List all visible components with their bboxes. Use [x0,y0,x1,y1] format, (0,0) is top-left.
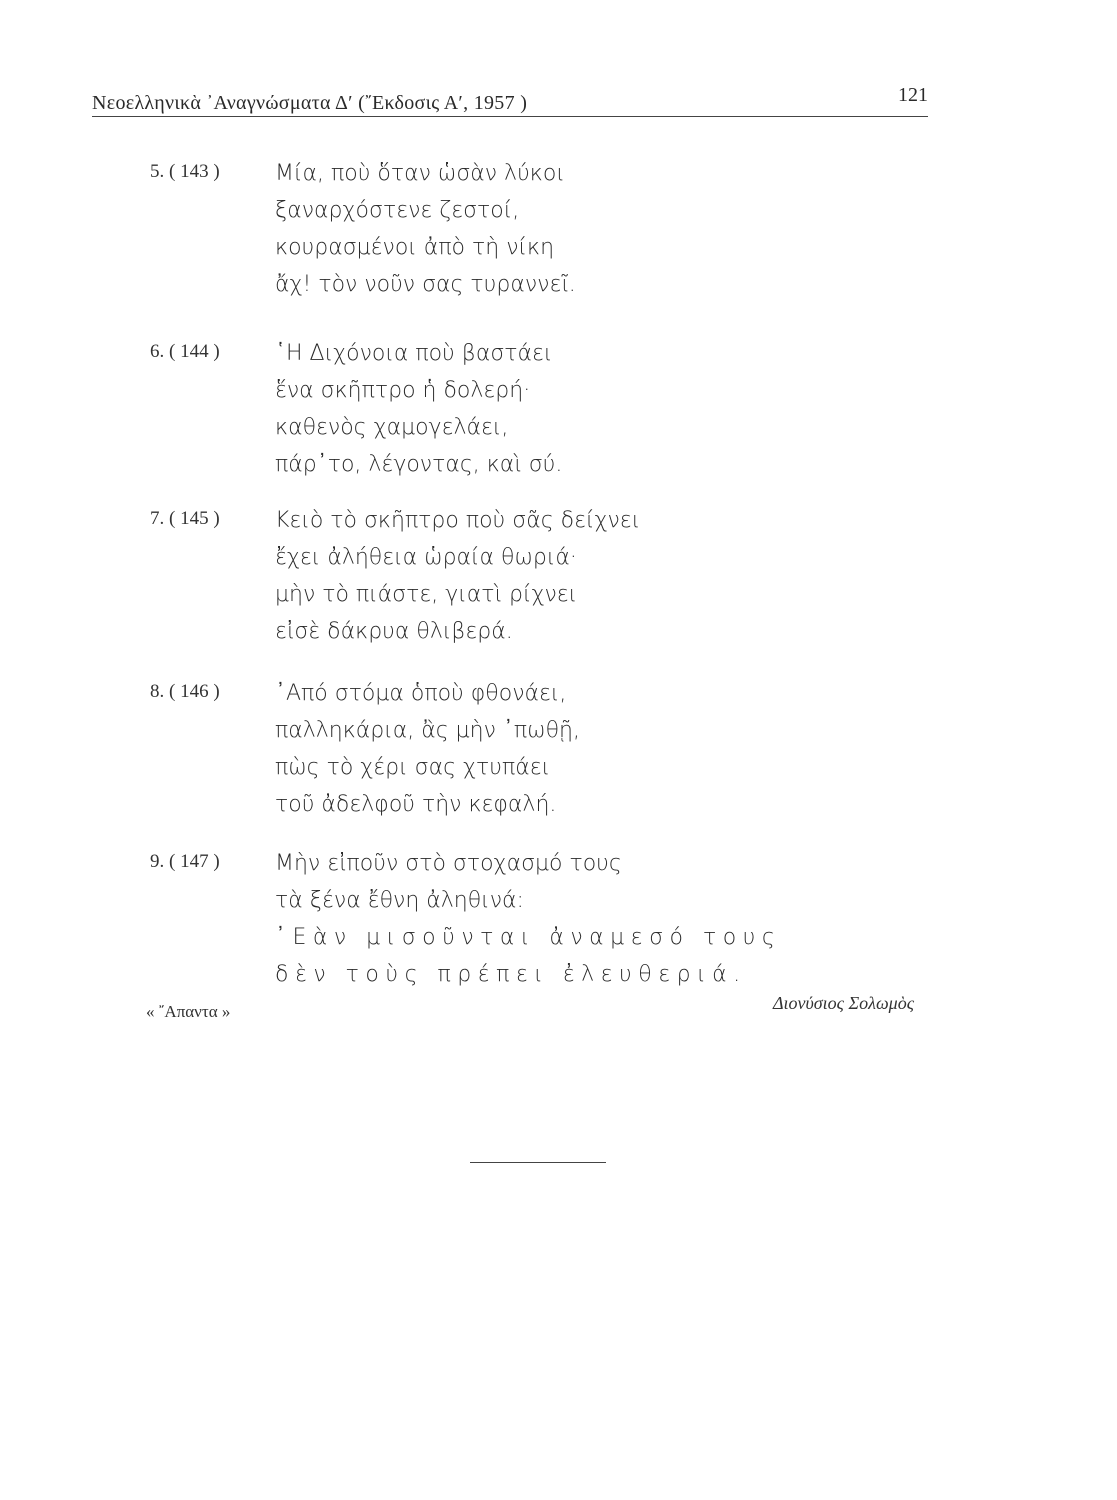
stanza-lines [275,155,576,303]
stanza-label [150,341,275,363]
stanza-lines [275,675,580,823]
verse-line-spaced: ᾿Εὰν μισοῦνται ἀναμεσό τους [275,925,782,950]
verse-line: ᾿Από στόμα ὁποὺ φθονάει, [275,681,567,706]
stanza-label [150,851,275,873]
verse-line: Μία, ποὺ ὅταν ὡσὰν λύκοι [275,161,565,186]
stanza-number: 6. [150,341,165,362]
verse-line: Κειὸ τὸ σκῆπτρο ποὺ σᾶς δείχνει [275,508,641,533]
verse-line: μὴν τὸ πιάστε, γιατὶ ρίχνει [275,582,578,607]
stanza-ref: ( 144 ) [169,341,220,362]
verse-line: κουρασμένοι ἀπὸ τὴ νίκη [275,235,555,260]
verse-line: ἄχ! τὸν νοῦν σας τυραννεῖ. [275,272,576,297]
verse-line-spaced: δὲν τοὺς πρέπει ἐλευθεριά. [275,962,747,987]
verse-line: ἕνα σκῆπτρο ἡ δολερή· [275,378,531,403]
stanza-label [150,161,275,183]
verse-line: εἰσὲ δάκρυα θλιβερά. [275,619,513,644]
end-rule [470,1162,606,1163]
running-header [92,84,928,117]
stanza-number: 9. [150,851,165,872]
source-citation: « ῎Απαντα » [146,1002,231,1021]
stanza-lines [275,335,562,483]
stanza-ref: ( 146 ) [169,681,220,702]
stanza-label [150,508,275,530]
header-title: Νεοελληνικὰ ᾿Αναγνώσματα Δ′ (῎Εκδοσις Α′, 1957 ) [92,92,528,114]
stanza-number: 5. [150,161,165,182]
verse-line: ἔχει ἀλήθεια ὡραία θωριά· [275,545,577,570]
verse-line: ξαναρχόστενε ζεστοί, [275,198,520,223]
verse-line: τοῦ ἀδελφοῦ τὴν κεφαλή. [275,792,557,817]
verse-line: Μὴν εἰποῦν στὸ στοχασμό τους [275,851,622,876]
verse-line: τὰ ξένα ἔθνη ἀληθινά: [275,888,524,913]
stanza-ref: ( 147 ) [169,851,220,872]
stanza-lines [275,502,640,650]
verse-line: καθενὸς χαμογελάει, [275,415,509,440]
stanza-label [150,681,275,703]
stanza-number: 7. [150,508,165,529]
stanza-number: 8. [150,681,165,702]
stanza-ref: ( 143 ) [169,161,220,182]
stanza-ref: ( 145 ) [169,508,220,529]
verse-line: ῾Η Διχόνοια ποὺ βαστάει [275,341,553,366]
verse-line: παλληκάρια, ἂς μὴν ᾿πωθῇ, [275,718,580,743]
verse-line: πάρ᾿το, λέγοντας, καὶ σύ. [275,452,563,477]
stanza-lines [275,845,781,993]
verse-line: πὼς τὸ χέρι σας χτυπάει [275,755,551,780]
author-signature: Διονύσιος Σολωμὸς [772,993,914,1013]
page-number: 121 [898,84,928,106]
